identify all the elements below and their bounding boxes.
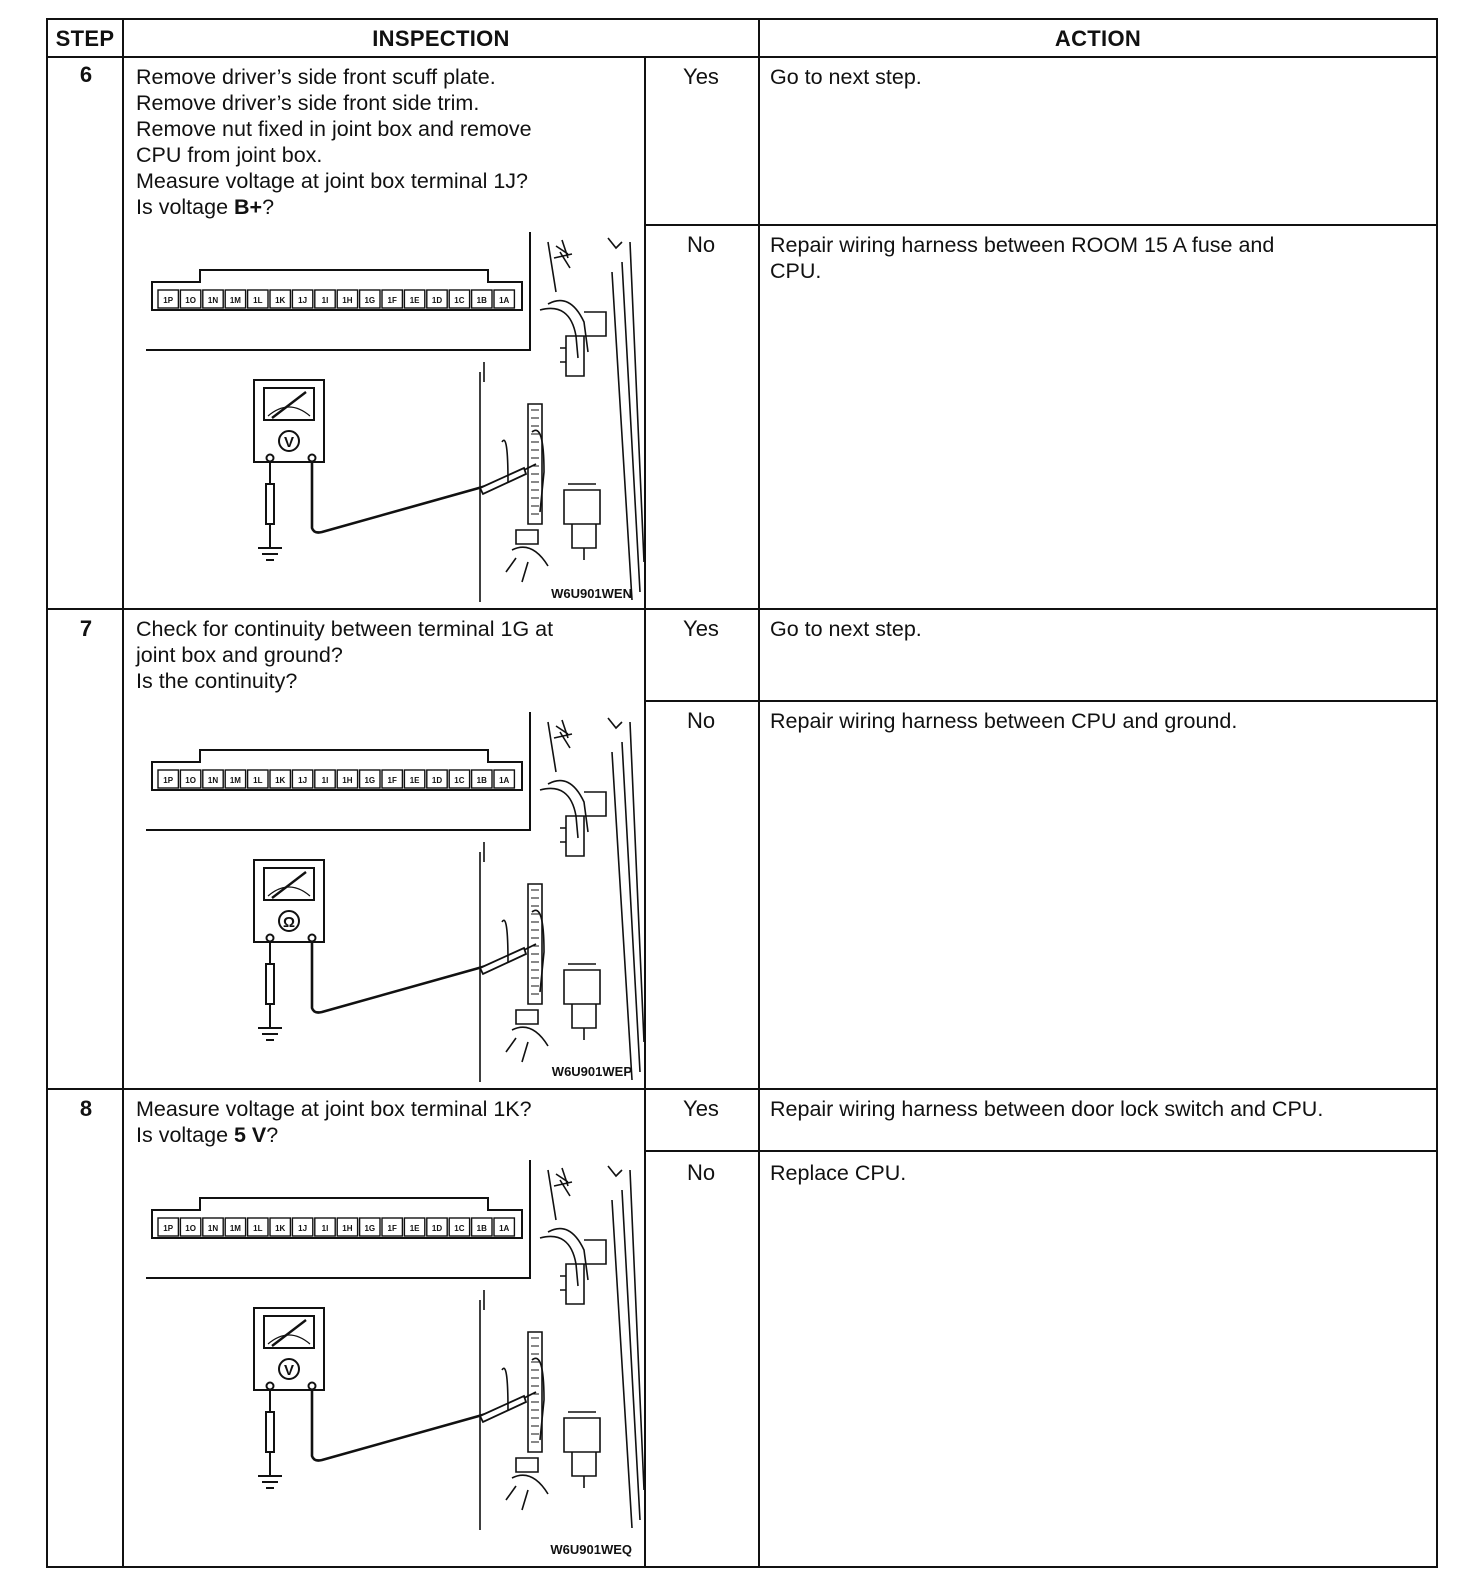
ground-icon <box>258 548 282 560</box>
terminal-label: 1K <box>275 296 286 305</box>
inspection-line: CPU from joint box. <box>136 143 323 167</box>
meter-terminal-com <box>267 935 274 942</box>
step8-yes-action: Repair wiring harness between door lock switch and CPU. <box>770 1097 1324 1121</box>
terminal-label: 1J <box>298 776 308 785</box>
terminal-label: 1E <box>409 1224 420 1233</box>
ground-icon <box>258 1028 282 1040</box>
step8-inspection <box>136 1096 676 1148</box>
step7-no-action: Repair wiring harness between CPU and ground. <box>770 709 1238 733</box>
ground-lead <box>266 1390 274 1476</box>
header-action: ACTION <box>1054 26 1142 51</box>
meter-needle <box>272 392 306 418</box>
joint-box-illustration <box>480 1166 644 1530</box>
terminal-label: 1L <box>253 776 263 785</box>
connector-panel-frame <box>146 232 530 350</box>
terminal-label: 1N <box>207 1224 219 1233</box>
step6-illustration <box>136 232 646 602</box>
terminal-label: 1B <box>476 1224 487 1233</box>
inspection-line: Measure voltage at joint box terminal 1K? <box>136 1097 532 1121</box>
clip-sketch <box>548 720 572 772</box>
yes-label: Yes <box>683 64 719 89</box>
header-step: STEP <box>55 26 115 51</box>
meter-terminal-com <box>267 455 274 462</box>
step7-inspection <box>136 616 676 694</box>
probe-needle <box>524 944 536 950</box>
multimeter-icon <box>254 860 324 942</box>
joint-box-connector <box>152 1198 522 1238</box>
figure-code: W6U901WEN <box>551 586 632 601</box>
meter-scale <box>268 887 310 896</box>
terminal-label: 1M <box>229 776 241 785</box>
probe-tip <box>480 948 526 974</box>
question-value: 5 V <box>234 1123 267 1147</box>
yes-label: Yes <box>683 616 719 641</box>
terminal-label: 1M <box>229 1224 241 1233</box>
terminal-label: 1M <box>229 296 241 305</box>
step-number: 6 <box>79 62 93 87</box>
probe-lead <box>312 942 486 1013</box>
probe-tip <box>480 1396 526 1422</box>
meter-terminal-com <box>267 1383 274 1390</box>
inspection-action-divider <box>758 20 760 1566</box>
step8-yes-no-divider <box>644 1150 1436 1152</box>
lower-bracket <box>506 1458 548 1510</box>
ground-lead-wire <box>266 462 274 548</box>
lower-bracket <box>506 530 548 582</box>
inspection-question: Is voltage 5 V? <box>136 1123 279 1147</box>
ground-lead-wire <box>266 942 274 1028</box>
probe-lead <box>312 1390 486 1461</box>
meter-symbol: V <box>283 1362 295 1379</box>
inspection-line: Measure voltage at joint box terminal 1J? <box>136 169 528 193</box>
step6-bottom <box>48 608 1436 610</box>
connector-panel-frame <box>146 1160 530 1278</box>
clip-sketch <box>548 1168 572 1220</box>
terminal-label: 1G <box>364 296 376 305</box>
terminal-label: 1D <box>431 1224 443 1233</box>
meter-terminal-probe <box>309 455 316 462</box>
terminal-label: 1P <box>163 1224 174 1233</box>
terminal-label: 1N <box>207 296 219 305</box>
yes-label: Yes <box>683 1096 719 1121</box>
body-panel-lines <box>608 718 644 1080</box>
terminal-label: 1D <box>431 296 443 305</box>
terminal-label: 1O <box>185 296 196 305</box>
inspection-line: Is the continuity? <box>136 669 298 693</box>
relay-block <box>564 964 600 1040</box>
ground-icon <box>258 1476 282 1488</box>
body-panel-lines <box>608 1166 644 1528</box>
terminal-label: 1C <box>454 296 465 305</box>
terminal-label: 1B <box>476 296 487 305</box>
step-number: 7 <box>79 616 93 641</box>
joint-box-connector <box>152 750 522 790</box>
step6-yes-no-divider <box>644 224 1436 226</box>
terminal-label: 1A <box>499 1224 510 1233</box>
step6-yes-action: Go to next step. <box>770 65 922 89</box>
meter-scale <box>268 407 310 416</box>
harness-loop <box>540 1229 588 1286</box>
no-label: No <box>686 708 716 733</box>
step7-bottom <box>48 1088 1436 1090</box>
terminal-label: 1F <box>387 1224 397 1233</box>
relay-block <box>564 484 600 560</box>
terminal-label: 1C <box>454 1224 465 1233</box>
relay-block <box>564 1412 600 1488</box>
terminal-label: 1E <box>409 296 420 305</box>
joint-box-illustration <box>480 718 644 1082</box>
terminal-label: 1F <box>387 776 397 785</box>
terminal-label: 1L <box>253 296 263 305</box>
joint-box-connector <box>152 270 522 310</box>
joint-box-illustration <box>480 238 644 602</box>
connector-panel-frame <box>146 712 530 830</box>
figure-code: W6U901WEP <box>551 1064 632 1079</box>
step6-inspection <box>136 64 676 220</box>
terminal-label: 1H <box>342 1224 353 1233</box>
terminal-label: 1P <box>163 776 174 785</box>
ground-lead-wire <box>266 1390 274 1476</box>
terminal-label: 1H <box>342 776 353 785</box>
ground-lead <box>266 942 274 1028</box>
terminal-label: 1N <box>207 776 219 785</box>
multimeter-icon <box>254 1308 324 1390</box>
meter-symbol: Ω <box>282 914 296 931</box>
clip-sketch <box>548 240 572 292</box>
header-inspection: INSPECTION <box>372 26 510 51</box>
step8-illustration <box>136 1160 646 1530</box>
terminal-label: 1G <box>364 1224 376 1233</box>
terminal-label: 1C <box>454 776 465 785</box>
step7-yes-action: Go to next step. <box>770 617 922 641</box>
harness-loop <box>540 781 588 838</box>
ground-lead <box>266 462 274 548</box>
terminal-label: 1H <box>342 296 353 305</box>
inspection-line: Remove nut fixed in joint box and remove <box>136 117 532 141</box>
step8-no-action: Replace CPU. <box>770 1161 907 1185</box>
body-panel-lines <box>608 238 644 600</box>
terminal-label: 1I <box>321 1224 329 1233</box>
meter-terminal-probe <box>309 1383 316 1390</box>
inspection-line: joint box and ground? <box>136 643 343 667</box>
terminal-label: 1I <box>321 776 329 785</box>
step-column-divider <box>122 20 124 1566</box>
step7-illustration <box>136 712 646 1082</box>
probe-tip <box>480 468 526 494</box>
lower-bracket <box>506 1010 548 1062</box>
terminal-label: 1D <box>431 776 443 785</box>
multimeter-icon <box>254 380 324 462</box>
terminal-label: 1K <box>275 1224 286 1233</box>
meter-scale <box>268 1335 310 1344</box>
inspection-question: Is voltage B+? <box>136 195 275 219</box>
terminal-label: 1E <box>409 776 420 785</box>
terminal-label: 1O <box>185 776 196 785</box>
terminal-label: 1A <box>499 296 510 305</box>
meter-symbol: V <box>283 434 295 451</box>
question-value: B+ <box>234 195 263 219</box>
probe-needle <box>524 464 536 470</box>
terminal-label: 1J <box>298 1224 308 1233</box>
diagnostic-table <box>46 18 1438 1568</box>
terminal-label: 1B <box>476 776 487 785</box>
terminal-label: 1J <box>298 296 308 305</box>
inspection-line: Check for continuity between terminal 1G at <box>136 617 554 641</box>
terminal-label: 1G <box>364 776 376 785</box>
no-label: No <box>686 1160 716 1185</box>
harness-loop <box>540 301 588 358</box>
no-label: No <box>686 232 716 257</box>
meter-needle <box>272 872 306 898</box>
terminal-label: 1I <box>321 296 329 305</box>
terminal-label: 1K <box>275 776 286 785</box>
terminal-label: 1L <box>253 1224 263 1233</box>
terminal-label: 1F <box>387 296 397 305</box>
terminal-label: 1A <box>499 776 510 785</box>
inspection-line: Remove driver’s side front scuff plate. <box>136 65 496 89</box>
step7-yes-no-divider <box>644 700 1436 702</box>
probe-lead <box>312 462 486 533</box>
terminal-label: 1P <box>163 296 174 305</box>
meter-terminal-probe <box>309 935 316 942</box>
meter-needle <box>272 1320 306 1346</box>
step6-no-action: Repair wiring harness between ROOM 15 A fuse and CPU. <box>770 233 1275 283</box>
step-number: 8 <box>79 1096 93 1121</box>
terminal-label: 1O <box>185 1224 196 1233</box>
probe-needle <box>524 1392 536 1398</box>
inspection-line: Remove driver’s side front side trim. <box>136 91 480 115</box>
figure-code: W6U901WEQ <box>550 1542 632 1557</box>
